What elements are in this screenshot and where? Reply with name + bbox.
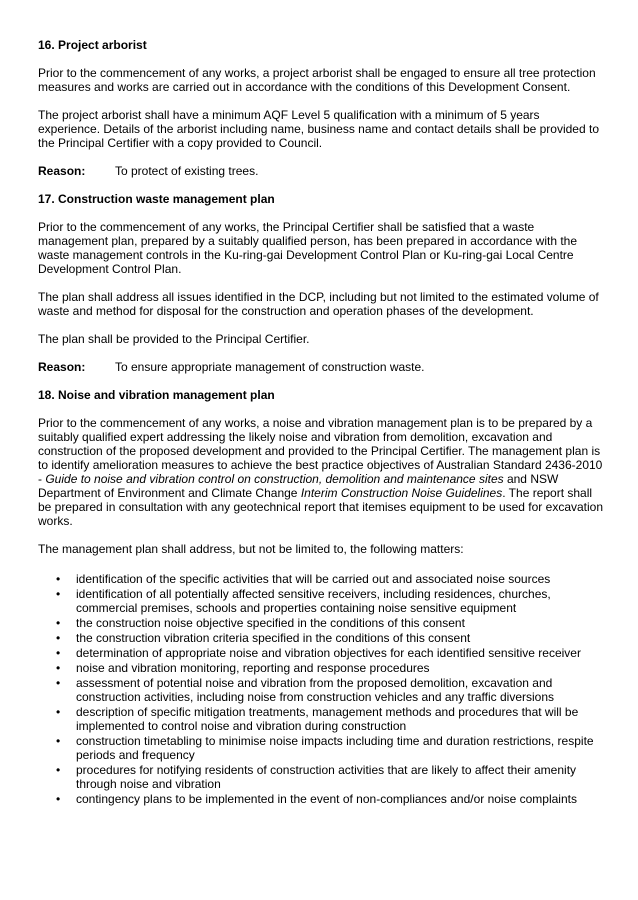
list-item-text: the construction noise objective specified in the conditions of this consent <box>76 616 465 630</box>
bullet-icon: • <box>56 705 61 719</box>
list-item-text: noise and vibration monitoring, reporting and response procedures <box>76 661 430 675</box>
bullet-icon: • <box>56 616 61 630</box>
list-item <box>38 661 603 675</box>
list-item <box>38 631 603 645</box>
list-item-text: the construction vibration criteria specified in the conditions of this consent <box>76 631 471 645</box>
bullet-icon: • <box>56 676 61 690</box>
list-item <box>38 646 603 660</box>
reason-row-16 <box>38 164 603 178</box>
section-heading-16: 16. Project arborist <box>38 38 147 52</box>
reason-text: To protect of existing trees. <box>115 164 259 178</box>
paragraph: Prior to the commencement of any works, a project arborist shall be engaged to ensure all tree protection measures and works are carried out in accordance with the conditions of this Development Consent. <box>38 66 596 94</box>
reason-label: Reason: <box>38 360 86 374</box>
paragraph: Prior to the commencement of any works, the Principal Certifier shall be satisfied that a waste management plan, prepared by a suitably qualified person, has been prepared in accordance with the waste management controls in the Ku-ring-gai Development Control Plan or Ku-ring-gai Local Centre Development Control Plan. <box>38 220 578 276</box>
list-item <box>38 763 603 791</box>
paragraph: The project arborist shall have a minimum AQF Level 5 qualification with a minimum of 5 years experience. Details of the arborist including name, business name and contact details shall be provided to the Principal Certifier with a copy provided to Council. <box>38 108 599 150</box>
bullet-icon: • <box>56 763 61 777</box>
text-run: and NSW Department of Environment and Climate Change <box>38 472 559 500</box>
paragraph: The management plan shall address, but not be limited to, the following matters: <box>38 542 464 556</box>
matters-list <box>38 572 603 806</box>
section-heading-18: 18. Noise and vibration management plan <box>38 388 275 402</box>
section-heading-17: 17. Construction waste management plan <box>38 192 275 206</box>
list-item <box>38 792 603 806</box>
text-run: . The report shall be prepared in consultation with any geotechnical report that itemises equipment to be used for excavation works. <box>38 486 604 528</box>
list-item-text: identification of all potentially affected sensitive receivers, including residences, churches, commercial premises, schools and properties containing noise sensitive equipment <box>76 587 551 615</box>
bullet-icon: • <box>56 661 61 675</box>
paragraph: The plan shall address all issues identified in the DCP, including but not limited to the estimated volume of waste and method for disposal for the construction and operation phases of the development. <box>38 290 599 318</box>
bullet-icon: • <box>56 572 61 586</box>
document-body <box>38 38 603 807</box>
list-item-text: contingency plans to be implemented in the event of non-compliances and/or noise complaints <box>76 792 577 806</box>
reason-row-17 <box>38 360 603 374</box>
list-item-text: determination of appropriate noise and vibration objectives for each identified sensitive receiver <box>76 646 581 660</box>
paragraph: The plan shall be provided to the Principal Certifier. <box>38 332 310 346</box>
list-item-text: assessment of potential noise and vibration from the proposed demolition, excavation and construction activities, including noise from construction vehicles and any traffic diversions <box>76 676 555 704</box>
reason-label: Reason: <box>38 164 86 178</box>
list-item <box>38 705 603 733</box>
bullet-icon: • <box>56 646 61 660</box>
bullet-icon: • <box>56 792 61 806</box>
reason-text: To ensure appropriate management of construction waste. <box>115 360 425 374</box>
bullet-icon: • <box>56 587 61 601</box>
paragraph <box>38 416 603 528</box>
list-item <box>38 616 603 630</box>
list-item <box>38 587 603 615</box>
bullet-icon: • <box>56 734 61 748</box>
standard-title: Guide to noise and vibration control on construction, demolition and maintenance sites <box>45 472 504 486</box>
list-item <box>38 734 603 762</box>
list-item <box>38 676 603 704</box>
bullet-icon: • <box>56 631 61 645</box>
list-item <box>38 572 603 586</box>
list-item-text: description of specific mitigation treatments, management methods and procedures that will be implemented to control noise and vibration during construction <box>76 705 579 733</box>
list-item-text: construction timetabling to minimise noise impacts including time and duration restrictions, respite periods and frequency <box>76 734 594 762</box>
text-run: Prior to the commencement of any works, a noise and vibration management plan is to be prepared by a suitably qualified expert addressing the likely noise and vibration from demolition, excavation and construction of the proposed development and provided to the Principal Certifier. The management plan is to identify amelioration measures to achieve the best practice objectives of Australian Standard 2436-2010 - <box>38 416 603 486</box>
list-item-text: procedures for notifying residents of construction activities that are likely to affect their amenity through noise and vibration <box>76 763 577 791</box>
guideline-title: Interim Construction Noise Guidelines <box>300 486 503 500</box>
list-item-text: identification of the specific activities that will be carried out and associated noise sources <box>76 572 551 586</box>
